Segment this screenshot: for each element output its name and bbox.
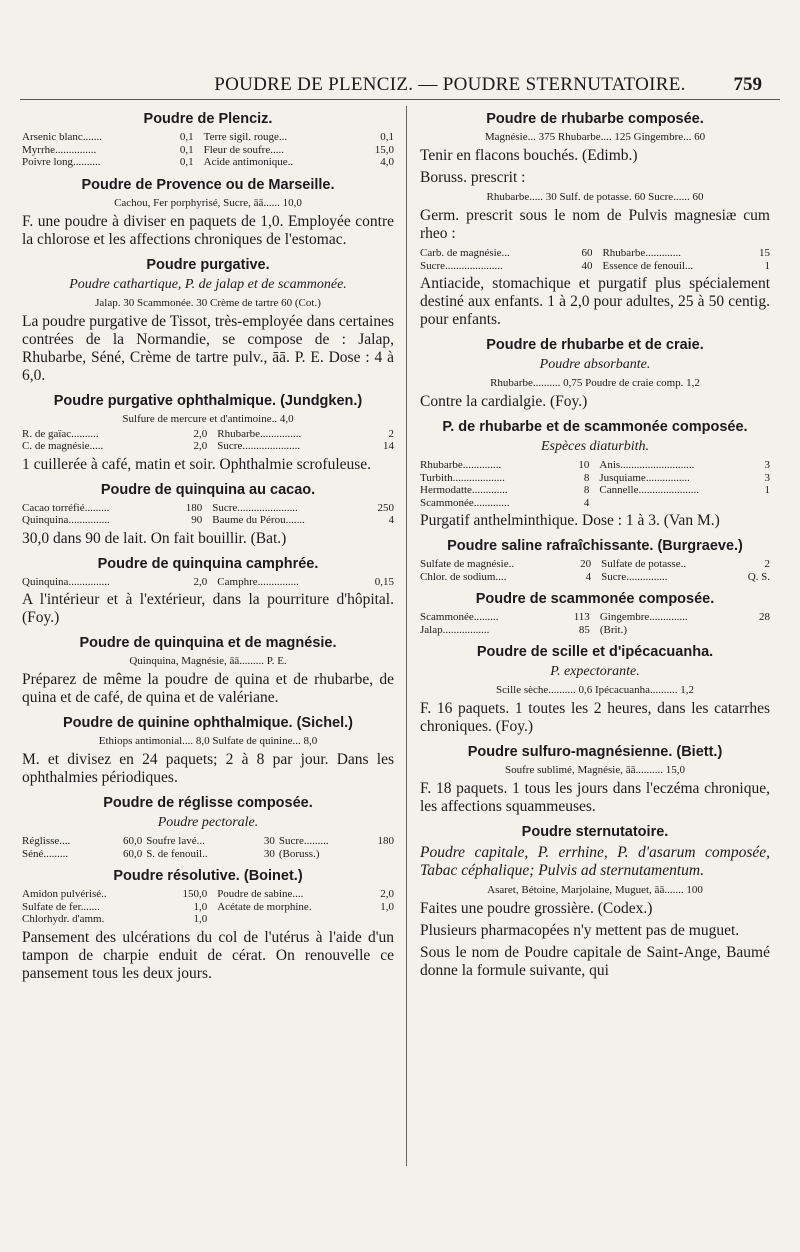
section-title: Poudre sternutatoire.: [521, 824, 669, 840]
synonyms-text: Poudre capitale, P. errhine, P. d'asarum composée, Tabac céphalique; Pulvis ad sternutamentum.: [420, 844, 770, 879]
body-text: F. 18 paquets. 1 tous les jours dans l'eczéma chronique, les affections squammeuses.: [420, 780, 770, 815]
recipe-table: [22, 576, 394, 589]
body-text: 30,0 dans 90 de lait. On fait bouillir. (Bat.): [22, 529, 287, 547]
body-text: La poudre purgative de Tissot, très-employée dans certaines contrées de la Normandie, se compose de : Jalap, Rhubarbe, Séné, Crème de tartre pulv., āā. P. E. Dose : 4 à 6,0.: [22, 312, 394, 384]
recipe-row: Rhubarbe.............. 10 Anis........................... 3: [420, 459, 770, 471]
ingredient-line: Soufre sublimé, Magnésie, āā.......... 15,0: [505, 764, 685, 776]
recipe-table: [22, 888, 394, 926]
recipe-row: Réglisse.... 60,0 Soufre lavé... 30 Sucre......... 180: [22, 835, 394, 847]
recipe-row: Cacao torréfié......... 180 Sucre...................... 250: [22, 501, 394, 514]
section-title: Poudre de Plenciz.: [143, 111, 273, 127]
recipe-row: C. de magnésie..... 2,0 Sucre..................... 14: [22, 440, 394, 452]
section-subtitle: Poudre cathartique, P. de jalap et de scammonée.: [69, 276, 347, 292]
recipe-table: [22, 835, 394, 860]
header-rule: [20, 99, 780, 100]
body-text: F. une poudre à diviser en paquets de 1,0. Employée contre la chlorose et les affections chroniques de l'estomac.: [22, 212, 394, 248]
ingredient-line: Asaret, Bétoine, Marjolaine, Muguet, āā....... 100: [487, 884, 703, 896]
recipe-row: Myrrhe............... 0,1 Fleur de soufre..... 15,0: [22, 143, 394, 156]
body-text: A l'intérieur et à l'extérieur, dans la pourriture d'hôpital. (Foy.): [22, 591, 394, 626]
section-title: Poudre de quinquina au cacao.: [100, 481, 316, 498]
section-title: Poudre de quinquina et de magnésie.: [79, 635, 337, 651]
ingredient-line: Quinquina, Magnésie, āā......... P. E.: [129, 655, 287, 667]
running-header: POUDRE DE PLENCIZ. — POUDRE STERNUTATOIRE.: [214, 74, 686, 95]
recipe-row: Chlorhydr. d'amm. 1,0: [22, 913, 208, 925]
ingredient-line: Jalap. 30 Scammonée. 30 Crème de tartre 60 (Cot.): [95, 296, 321, 309]
body-text: Tenir en flacons bouchés. (Edimb.): [420, 147, 638, 164]
section-subtitle: Espèces diaturbith.: [540, 439, 650, 454]
recipe-row: Scammonée............. 4: [420, 496, 590, 509]
recipe-row: Séné......... 60,0 S. de fenouil.. 30 (Boruss.): [22, 847, 320, 860]
section-title: Poudre de scammonée composée.: [475, 591, 715, 607]
section-subtitle: P. expectorante.: [550, 664, 640, 679]
section-title: Poudre saline rafraîchissante. (Burgraeve.): [447, 538, 743, 554]
recipe-row: Poivre long.......... 0,1 Acide antimonique.. 4,0: [22, 156, 394, 168]
recipe-table: [22, 428, 394, 453]
section-subtitle: Poudre pectorale.: [157, 815, 259, 830]
section-title: Poudre résolutive. (Boinet.): [113, 868, 303, 884]
section-title: P. de rhubarbe et de scammonée composée.: [442, 419, 748, 435]
section-title: Poudre de Provence ou de Marseille.: [81, 176, 335, 193]
body-text: Purgatif anthelminthique. Dose : 1 à 3. (Van M.): [420, 512, 720, 529]
ingredient-line: Ethiops antimonial.... 8,0 Sulfate de quinine... 8,0: [98, 735, 318, 747]
section-subtitle: Poudre absorbante.: [539, 357, 651, 372]
ingredient-line: Magnésie... 375 Rhubarbe.... 125 Gingembre... 60: [484, 131, 706, 143]
body-text: Boruss. prescrit :: [420, 169, 526, 186]
ingredient-line: Scille sèche.......... 0,6 Ipécacuanha.......... 1,2: [496, 684, 694, 696]
page-number: 759: [733, 74, 762, 95]
body-text: Germ. prescrit sous le nom de Pulvis magnesiæ cum rheo :: [420, 207, 770, 242]
ingredient-line: Cachou, Fer porphyrisé, Sucre, āā...... 10,0: [114, 196, 302, 209]
body-text: F. 16 paquets. 1 toutes les 2 heures, dans les catarrhes chroniques. (Foy.): [420, 700, 770, 735]
recipe-row: Hermodatte............. 8 Cannelle...................... 1: [420, 484, 770, 496]
recipe-table: [420, 459, 770, 509]
recipe-table: [420, 611, 770, 636]
column-divider: [406, 106, 407, 1166]
section-title: Poudre de rhubarbe et de craie.: [486, 337, 704, 353]
body-text: Contre la cardialgie. (Foy.): [420, 393, 588, 410]
recipe-table: [22, 502, 394, 527]
right-column: [420, 103, 770, 984]
recipe-row: Quinquina............... 2,0 Camphre............... 0,15: [22, 575, 394, 588]
recipe-row: Carb. de magnésie... 60 Rhubarbe............. 15: [420, 247, 770, 259]
recipe-table: [420, 558, 770, 583]
recipe-row: Scammonée......... 113 Gingembre.............. 28: [420, 611, 770, 623]
section-title: Poudre de réglisse composée.: [103, 795, 313, 811]
body-text: M. et divisez en 24 paquets; 2 à 8 par jour. Dans les ophthalmies périodiques.: [22, 751, 394, 786]
recipe-row: Quinquina............... 90 Baume du Pérou....... 4: [22, 514, 394, 526]
recipe-row: Sulfate de fer....... 1,0 Acétate de morphine. 1,0: [22, 900, 394, 913]
body-text: Antiacide, stomachique et purgatif plus spécialement destiné aux enfants. 1 à 2,0 pour adultes, 25 à 50 centig. pour enfants.: [420, 275, 770, 328]
recipe-table: [22, 131, 394, 169]
ingredient-line: Rhubarbe..... 30 Sulf. de potasse. 60 Sucre...... 60: [486, 191, 704, 203]
recipe-row: Arsenic blanc....... 0,1 Terre sigil. rouge... 0,1: [22, 131, 394, 143]
section-title: Poudre purgative.: [146, 256, 270, 273]
left-column: [22, 103, 394, 987]
section-title: Poudre de scille et d'ipécacuanha.: [476, 644, 714, 660]
ingredient-line: Rhubarbe.......... 0,75 Poudre de craie comp. 1,2: [490, 377, 700, 389]
body-text: Pansement des ulcérations du col de l'utérus à l'aide d'un tampon de charpie enduit de cérat. On renouvelle ce pansement tous les deux jours.: [22, 928, 394, 982]
recipe-row: Turbith................... 8 Jusquiame................ 3: [420, 471, 770, 484]
section-title: Poudre de rhubarbe composée.: [486, 111, 704, 127]
recipe-row: Amidon pulvérisé.. 150,0 Poudre de sabine.... 2,0: [22, 888, 394, 900]
section-title: Poudre sulfuro-magnésienne. (Biett.): [467, 744, 723, 760]
body-text: Préparez de même la poudre de quina et de rhubarbe, de quina et de café, de quina et de valériane.: [22, 671, 394, 706]
section-title: Poudre purgative ophthalmique. (Jundgken.): [53, 392, 363, 409]
recipe-table: [420, 247, 770, 272]
recipe-row: R. de gaïac.......... 2,0 Rhubarbe............... 2: [22, 427, 394, 440]
ingredient-line: Sulfure de mercure et d'antimoine.. 4,0: [122, 412, 294, 425]
recipe-row: Sulfate de magnésie.. 20 Sulfate de potasse.. 2: [420, 558, 770, 570]
body-text: 1 cuillerée à café, matin et soir. Ophthalmie scrofuleuse.: [22, 455, 372, 473]
body-text: Faites une poudre grossière. (Codex.): [420, 900, 653, 917]
recipe-row: Sucre..................... 40 Essence de fenouil... 1: [420, 259, 770, 272]
section-title: Poudre de quinine ophthalmique. (Sichel.): [62, 715, 353, 731]
body-text: Plusieurs pharmacopées n'y mettent pas de muguet.: [420, 922, 740, 939]
recipe-row: Jalap................. 85 (Brit.): [420, 623, 628, 636]
recipe-row: Chlor. de sodium.... 4 Sucre............... Q. S.: [420, 570, 770, 583]
section-title: Poudre de quinquina camphrée.: [97, 555, 319, 572]
body-text: Sous le nom de Poudre capitale de Saint-Ange, Baumé donne la formule suivante, qui: [420, 944, 770, 979]
